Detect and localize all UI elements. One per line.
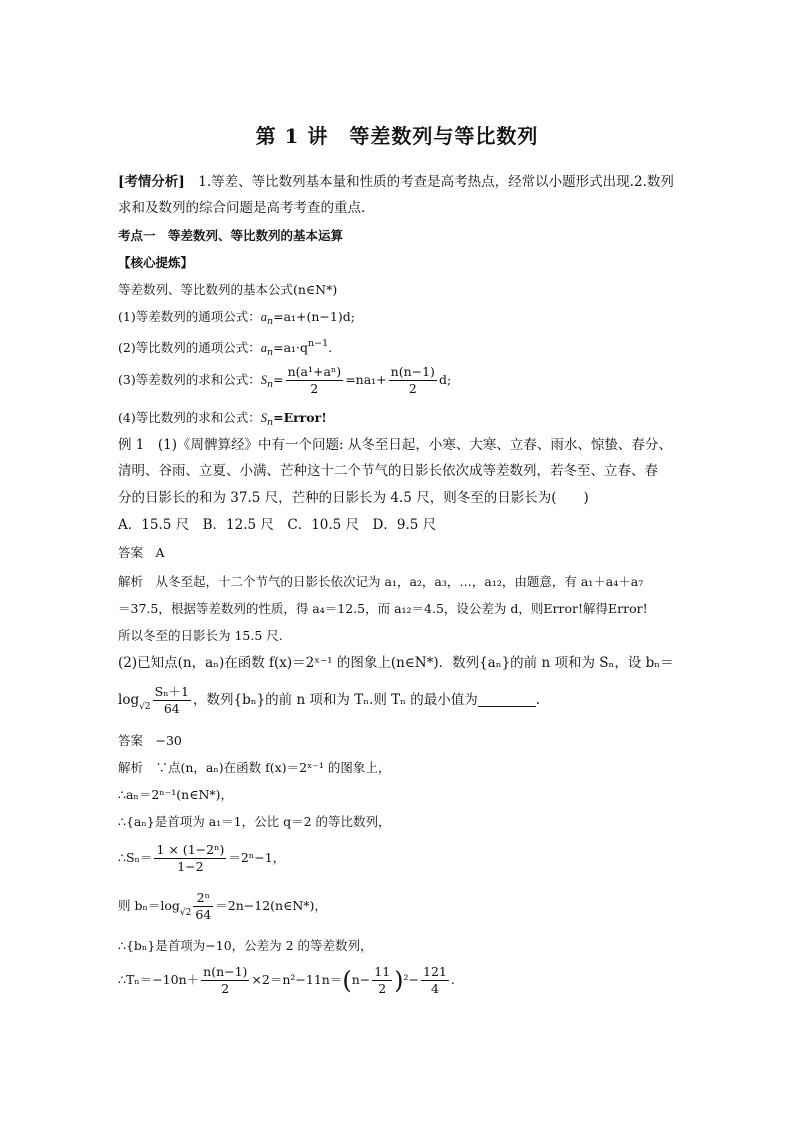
example-1-line-1: 例 1 (1)《周髀算经》中有一个问题: 从冬至日起，小寒、大寒、立春、雨水、惊蛰、春分、 bbox=[118, 437, 672, 453]
example-1-solution-2: ＝37.5，根据等差数列的性质，得 a₄＝12.5，而 a₁₂＝4.5，设公差为 d，则Error!解得Error! bbox=[118, 601, 648, 616]
analysis-line-2: 求和及数列的综合问题是高考考查的重点. bbox=[118, 200, 366, 216]
left-paren: ( bbox=[342, 966, 352, 995]
fraction: $\frac{121}{4}$ bbox=[423, 964, 447, 996]
formula-intro: 等差数列、等比数列的基本公式(n∈N*) bbox=[118, 282, 338, 297]
answer-blank bbox=[478, 692, 536, 707]
formula-2: (2)等比数列的通项公式：$a_n=a_1\cdot q^{n-1}$. bbox=[118, 338, 333, 358]
example-2-line-2: $\log_{√2}$ $\frac{\text{Sₙ＋1}}{64}$ ，数列{bₙ}的前 n 项和为 Tₙ.则 Tₙ 的最小值为 . bbox=[118, 684, 541, 716]
example-2-solution-1: 解析 ∵点(n，aₙ)在函数 f(x)＝2ˣ⁻¹ 的图象上， bbox=[118, 760, 391, 775]
page-title: 第 1 讲 等差数列与等比数列 bbox=[255, 124, 539, 148]
example-1-solution-3: 所以冬至的日影长为 15.5 尺. bbox=[118, 628, 283, 643]
example-2-solution-2: ∴aₙ＝2ⁿ⁻¹(n∈N*)， bbox=[118, 787, 234, 802]
example-1-answer: 答案 A bbox=[118, 545, 165, 560]
example-2-line-1: (2)已知点(n，aₙ)在函数 f(x)＝2ˣ⁻¹ 的图象上(n∈N*)．数列{aₙ}的前 n 项和为 Sₙ，设 bₙ＝ bbox=[118, 655, 674, 671]
example-1-line-3: 分的日影长的和为 37.5 尺，芒种的日影长为 4.5 尺，则冬至的日影长为( ) bbox=[118, 490, 589, 506]
fraction: $\frac{\text{n(a¹+aⁿ)}}{2}$ bbox=[287, 364, 342, 396]
analysis-line-1 bbox=[118, 172, 674, 192]
example-2-solution-7: ∴Tₙ＝−10n＋ $\frac{n(n-1)}{2}$ ×2＝n²−11n＝(n− $\frac{11}{2}$ )²− $\frac{121}{4}$ . bbox=[118, 964, 455, 996]
fraction: $\frac{\text{Sₙ＋1}}{64}$ bbox=[154, 684, 189, 716]
analysis-tag: [考情分析] bbox=[118, 174, 185, 190]
example-2-solution-6: ∴{bₙ}是首项为−10，公差为 2 的等差数列， bbox=[118, 938, 373, 953]
fraction: $\frac{n(n-1)}{2}$ bbox=[203, 964, 248, 996]
example-1-solution-1: 解析 从冬至起，十二个节气的日影长依次记为 a₁，a₂，a₃，…，a₁₂，由题意，有 a₁＋a₄＋a₇ bbox=[118, 574, 644, 589]
fraction: $\frac{\text{1 × (1−2ⁿ)}}{1-2}$ bbox=[156, 842, 225, 874]
example-2-solution-5: 则 $b_n=\log_{√2}$ $\frac{\text{2ⁿ}}{64}$ ＝2n−12(n∈N*)， bbox=[118, 890, 327, 922]
example-1-options: A．15.5 尺 B．12.5 尺 C．10.5 尺 D．9.5 尺 bbox=[118, 517, 437, 533]
analysis-text-1: 1.等差、等比数列基本量和性质的考查是高考热点，经常以小题形式出现.2.数列 bbox=[184, 174, 674, 190]
core-heading: 【核心提炼】 bbox=[118, 255, 194, 270]
fraction: $\frac{11}{2}$ bbox=[374, 964, 391, 996]
fraction: $\frac{\text{2ⁿ}}{64}$ bbox=[195, 890, 212, 922]
example-2-solution-4: ∴Sₙ＝ $\frac{\text{1 × (1−2ⁿ)}}{1-2}$ ＝2ⁿ−1， bbox=[118, 842, 286, 874]
example-1-line-2: 清明、谷雨、立夏、小满、芒种这十二个节气的日影长依次成等差数列，若冬至、立春、春 bbox=[118, 463, 658, 479]
section-heading: 考点一 等差数列、等比数列的基本运算 bbox=[118, 228, 344, 243]
formula-3: (3)等差数列的求和公式：$S_n=$ $\frac{\text{n(a¹+aⁿ)}}{2}$ =na₁+ $\frac{n(n-1)}{2}$ d; bbox=[118, 364, 452, 396]
formula-1-expr: =a₁+(n−1)d; bbox=[273, 309, 355, 324]
fraction: $\frac{n(n-1)}{2}$ bbox=[390, 364, 435, 396]
example-2-answer: 答案 −30 bbox=[118, 733, 182, 748]
formula-4: (4)等比数列的求和公式：$S_n=Error$! bbox=[118, 410, 327, 428]
example-2-solution-3: ∴{aₙ}是首项为 a₁＝1，公比 q＝2 的等比数列， bbox=[118, 814, 391, 829]
right-paren: ) bbox=[394, 966, 404, 995]
formula-1: (1)等差数列的通项公式：$a_n=a_1+(n-1)d$; bbox=[118, 309, 355, 327]
